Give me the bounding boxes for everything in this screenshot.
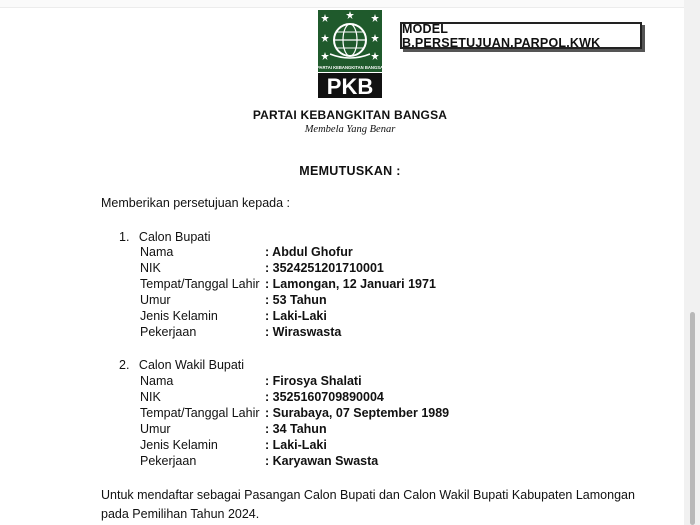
field-label: Jenis Kelamin	[140, 309, 218, 323]
field-label: NIK	[140, 261, 161, 275]
field-value: : 53 Tahun	[265, 293, 327, 307]
field-value: : 34 Tahun	[265, 422, 327, 436]
field-label: Nama	[140, 245, 174, 259]
candidate-1-field	[140, 309, 327, 325]
field-label: Nama	[140, 374, 174, 388]
field-value: : Lamongan, 12 Januari 1971	[265, 277, 436, 291]
candidate-1-field	[140, 293, 327, 309]
intro-text: Memberikan persetujuan kepada :	[101, 196, 291, 210]
field-value: : Karyawan Swasta	[265, 454, 379, 468]
party-motto: Membela Yang Benar	[304, 124, 396, 135]
candidate-2-field	[140, 438, 327, 454]
closing-paragraph: Untuk mendaftar sebagai Pasangan Calon Bupati dan Calon Wakil Bupati Kabupaten Lamongan pada Pemilihan Tahun 2024.	[101, 488, 635, 521]
candidate-2-field	[140, 422, 327, 438]
field-label: Pekerjaan	[140, 454, 197, 468]
model-code: MODEL B.PERSETUJUAN.PARPOL.KWK	[402, 21, 601, 50]
vertical-scrollbar[interactable]	[684, 0, 700, 525]
logo-acronym: PKB	[326, 74, 374, 99]
field-value: : Laki-Laki	[265, 309, 327, 323]
candidate-2-field	[140, 406, 449, 422]
logo-emblem-text: PARTAI KEBANGKITAN BANGSA	[316, 65, 384, 70]
field-label: NIK	[140, 390, 161, 404]
candidate-1-heading	[119, 230, 211, 244]
field-label: Jenis Kelamin	[140, 438, 218, 452]
field-label: Tempat/Tanggal Lahir	[140, 406, 260, 420]
field-label: Tempat/Tanggal Lahir	[140, 277, 260, 291]
field-value: : Firosya Shalati	[265, 374, 362, 388]
logo-emblem-bg	[318, 10, 382, 72]
candidate-1-field	[140, 277, 436, 293]
field-label: Umur	[140, 422, 171, 436]
candidate-2-heading	[119, 358, 244, 372]
party-name: PARTAI KEBANGKITAN BANGSA	[252, 108, 448, 122]
candidate-2-field	[140, 454, 378, 470]
candidate-2-field	[140, 374, 362, 390]
candidate-1-field	[140, 261, 384, 277]
field-value: : Laki-Laki	[265, 438, 327, 452]
candidate-2-number: 2.	[119, 358, 130, 372]
field-value: : 3525160709890004	[265, 390, 384, 404]
candidate-1-title: Calon Bupati	[138, 230, 211, 244]
field-label: Umur	[140, 293, 171, 307]
model-code-box	[400, 22, 642, 49]
top-edge	[0, 0, 684, 8]
field-value: : Wiraswasta	[265, 325, 342, 339]
decision-heading: MEMUTUSKAN :	[299, 164, 401, 178]
field-value: : 3524251201710001	[265, 261, 384, 275]
candidate-1-number: 1.	[119, 230, 130, 244]
pkb-logo	[316, 10, 384, 100]
field-value: : Abdul Ghofur	[265, 245, 353, 259]
field-label: Pekerjaan	[140, 325, 197, 339]
candidate-1-field	[140, 325, 341, 341]
candidate-2-field	[140, 390, 384, 406]
candidate-2-title: Calon Wakil Bupati	[138, 358, 245, 372]
field-value: : Surabaya, 07 September 1989	[265, 406, 450, 420]
scrollbar-thumb[interactable]	[690, 312, 695, 525]
candidate-1-field	[140, 245, 353, 261]
